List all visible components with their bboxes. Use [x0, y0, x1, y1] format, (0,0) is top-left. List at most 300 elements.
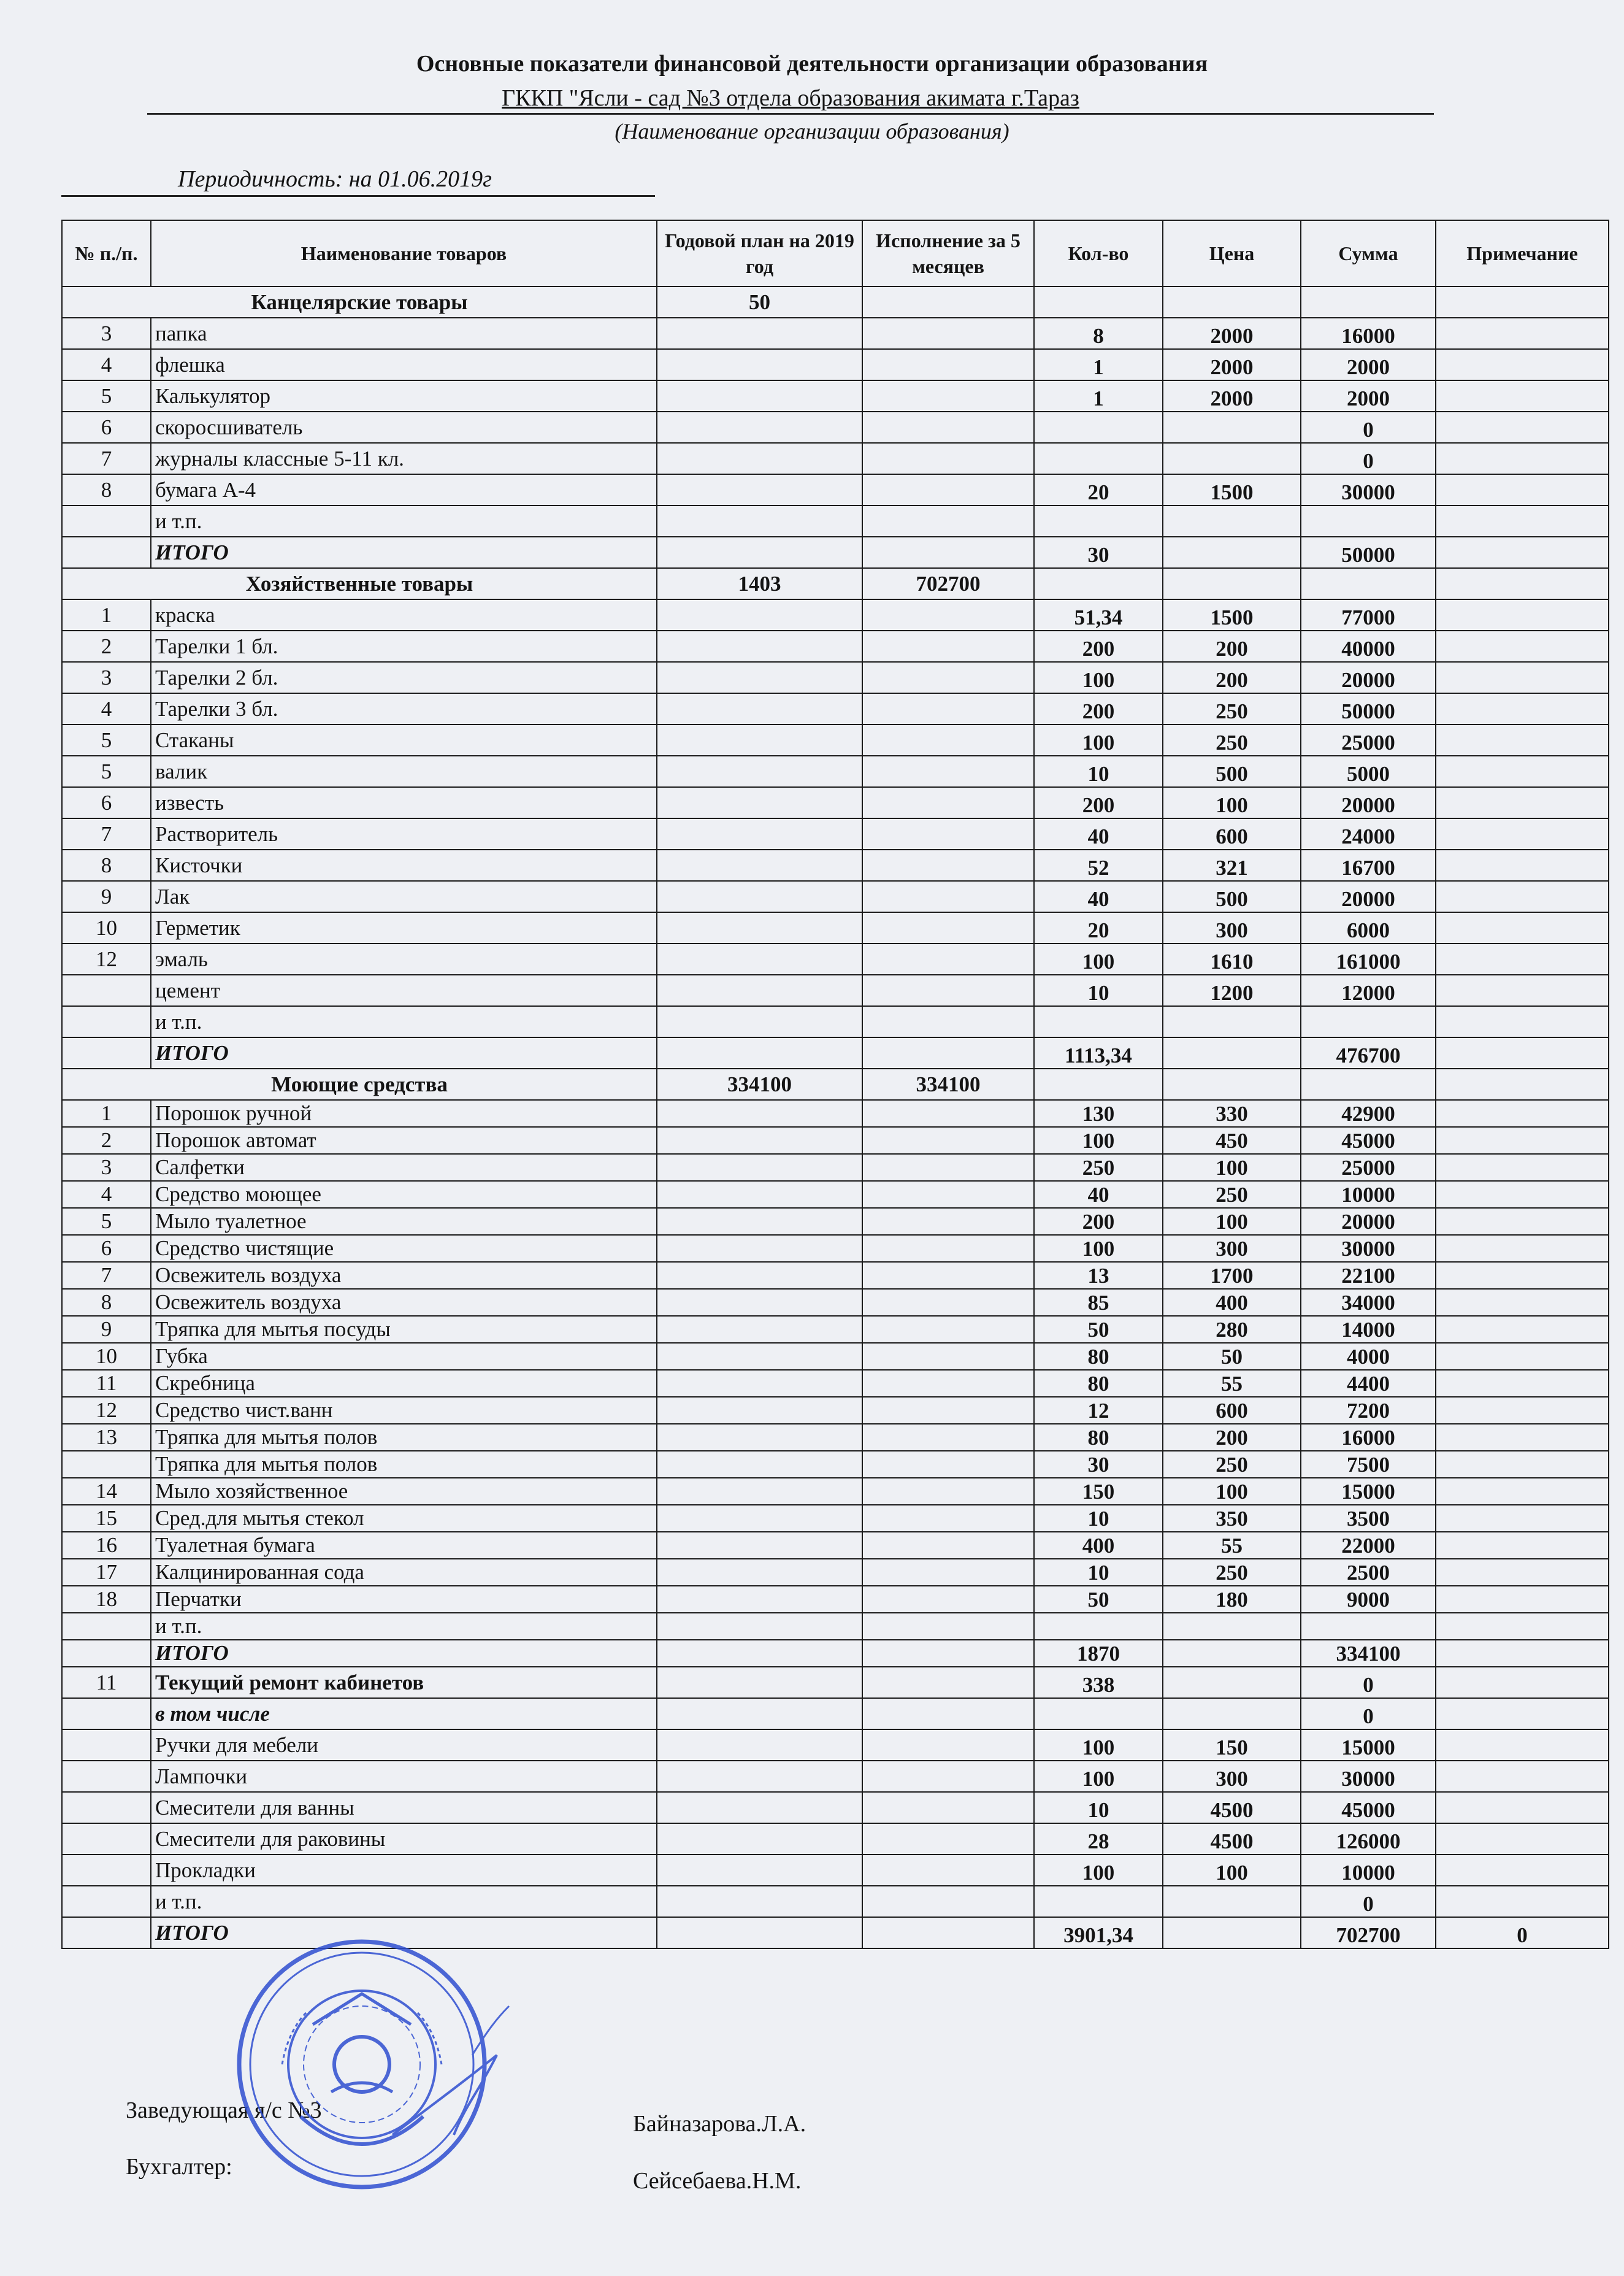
- qty-cell: [1034, 1006, 1163, 1037]
- table-row: [62, 318, 1609, 349]
- price-cell: 1700: [1163, 1262, 1301, 1289]
- price-cell: 600: [1163, 818, 1301, 850]
- plan-cell: [657, 1262, 862, 1289]
- note-cell: [1436, 1761, 1609, 1792]
- table-row: [62, 725, 1609, 756]
- plan-cell: [657, 1917, 862, 1948]
- table-row: [62, 1478, 1609, 1505]
- note-cell: [1436, 756, 1609, 787]
- col-header-done: Исполнение за 5 месяцев: [862, 220, 1034, 286]
- item-name: Тарелки 2 бл.: [151, 662, 657, 693]
- sum-cell: 20000: [1301, 787, 1436, 818]
- sum-cell: [1301, 506, 1436, 537]
- section-done: 702700: [862, 568, 1034, 599]
- note-cell: [1436, 1505, 1609, 1532]
- table-row: [62, 1532, 1609, 1559]
- row-number: 18: [62, 1586, 151, 1613]
- row-number: [62, 1917, 151, 1948]
- col-header-note: Примечание: [1436, 220, 1609, 286]
- table-row: [62, 1823, 1609, 1855]
- price-cell: 100: [1163, 1154, 1301, 1181]
- note-cell: [1436, 881, 1609, 912]
- sum-cell: 16000: [1301, 1424, 1436, 1451]
- note-cell: [1436, 1613, 1609, 1640]
- sum-cell: 6000: [1301, 912, 1436, 944]
- done-cell: [862, 1886, 1034, 1917]
- sum-cell: 7500: [1301, 1451, 1436, 1478]
- sum-cell: 25000: [1301, 1154, 1436, 1181]
- plan-cell: [657, 1478, 862, 1505]
- item-name: Мыло хозяйственное: [151, 1478, 657, 1505]
- table-row: [62, 474, 1609, 506]
- note-cell: [1436, 912, 1609, 944]
- sum-cell: 3500: [1301, 1505, 1436, 1532]
- plan-cell: [657, 1823, 862, 1855]
- note-cell: [1436, 1154, 1609, 1181]
- table-row: [62, 756, 1609, 787]
- note-cell: [1436, 1823, 1609, 1855]
- row-number: 1: [62, 599, 151, 631]
- note-cell: [1436, 1451, 1609, 1478]
- table-row: [62, 1181, 1609, 1208]
- qty-cell: 150: [1034, 1478, 1163, 1505]
- item-name: папка: [151, 318, 657, 349]
- note-cell: [1436, 693, 1609, 725]
- financial-table: [61, 220, 1609, 1949]
- sum-cell: 10000: [1301, 1855, 1436, 1886]
- table-row: [62, 944, 1609, 975]
- item-name: Прокладки: [151, 1855, 657, 1886]
- sum-cell: 16000: [1301, 318, 1436, 349]
- price-cell: [1163, 568, 1301, 599]
- section-row: [62, 568, 1609, 599]
- done-cell: [862, 1343, 1034, 1370]
- qty-cell: 100: [1034, 725, 1163, 756]
- price-cell: 4500: [1163, 1792, 1301, 1823]
- plan-cell: [657, 1235, 862, 1262]
- note-cell: [1436, 1370, 1609, 1397]
- price-cell: 250: [1163, 693, 1301, 725]
- col-header-name: Наименование товаров: [151, 220, 657, 286]
- sum-cell: [1301, 1613, 1436, 1640]
- note-cell: [1436, 1069, 1609, 1100]
- row-number: [62, 1761, 151, 1792]
- price-cell: 300: [1163, 912, 1301, 944]
- sum-cell: 24000: [1301, 818, 1436, 850]
- plan-cell: [657, 349, 862, 380]
- qty-cell: 85: [1034, 1289, 1163, 1316]
- qty-cell: [1034, 412, 1163, 443]
- done-cell: [862, 1424, 1034, 1451]
- table-row: [62, 1792, 1609, 1823]
- plan-cell: [657, 1424, 862, 1451]
- note-cell: [1436, 1006, 1609, 1037]
- done-cell: [862, 787, 1034, 818]
- note-cell: [1436, 725, 1609, 756]
- price-cell: 100: [1163, 787, 1301, 818]
- plan-cell: [657, 1397, 862, 1424]
- col-header-price: Цена: [1163, 220, 1301, 286]
- qty-cell: 30: [1034, 1451, 1163, 1478]
- plan-cell: [657, 725, 862, 756]
- done-cell: [862, 380, 1034, 412]
- plan-cell: [657, 1316, 862, 1343]
- price-cell: 1610: [1163, 944, 1301, 975]
- table-row: [62, 1100, 1609, 1127]
- item-name: Туалетная бумага: [151, 1532, 657, 1559]
- col-header-qty: Кол-во: [1034, 220, 1163, 286]
- plan-cell: [657, 443, 862, 474]
- sum-cell: 2000: [1301, 380, 1436, 412]
- plan-cell: [657, 474, 862, 506]
- plan-cell: [657, 412, 862, 443]
- row-number: 13: [62, 1424, 151, 1451]
- sum-cell: 20000: [1301, 881, 1436, 912]
- price-cell: 2000: [1163, 318, 1301, 349]
- sum-cell: [1301, 568, 1436, 599]
- note-cell: [1436, 1424, 1609, 1451]
- qty-cell: 100: [1034, 662, 1163, 693]
- row-number: 2: [62, 631, 151, 662]
- price-cell: [1163, 1640, 1301, 1667]
- done-cell: [862, 1100, 1034, 1127]
- item-name: Герметик: [151, 912, 657, 944]
- row-number: [62, 1855, 151, 1886]
- qty-cell: 40: [1034, 1181, 1163, 1208]
- done-cell: [862, 1316, 1034, 1343]
- organization-name-text: ГККП "Ясли - сад №3 отдела образования акимата г.Тараз: [502, 85, 1079, 111]
- table-row: [62, 1855, 1609, 1886]
- row-number: 7: [62, 1262, 151, 1289]
- qty-cell: 3901,34: [1034, 1917, 1163, 1948]
- price-cell: 500: [1163, 881, 1301, 912]
- item-name: ИТОГО: [151, 1037, 657, 1069]
- row-number: 11: [62, 1370, 151, 1397]
- row-number: [62, 1792, 151, 1823]
- item-name: ИТОГО: [151, 1640, 657, 1667]
- done-cell: [862, 1698, 1034, 1729]
- qty-cell: [1034, 286, 1163, 318]
- qty-cell: 10: [1034, 1505, 1163, 1532]
- row-number: 4: [62, 349, 151, 380]
- qty-cell: 52: [1034, 850, 1163, 881]
- note-cell: [1436, 349, 1609, 380]
- done-cell: [862, 1729, 1034, 1761]
- done-cell: [862, 1262, 1034, 1289]
- periodicity: Периодичность: на 01.06.2019г: [61, 166, 655, 197]
- col-header-number: № п./п.: [62, 220, 151, 286]
- item-name: журналы классные 5-11 кл.: [151, 443, 657, 474]
- section-plan: 1403: [657, 568, 862, 599]
- item-name: валик: [151, 756, 657, 787]
- table-row: [62, 1235, 1609, 1262]
- row-number: 4: [62, 693, 151, 725]
- item-name: флешка: [151, 349, 657, 380]
- plan-cell: [657, 1729, 862, 1761]
- qty-cell: 200: [1034, 787, 1163, 818]
- table-row: [62, 1698, 1609, 1729]
- note-cell: [1436, 787, 1609, 818]
- plan-cell: [657, 1792, 862, 1823]
- qty-cell: 250: [1034, 1154, 1163, 1181]
- price-cell: [1163, 1006, 1301, 1037]
- item-name: известь: [151, 787, 657, 818]
- qty-cell: [1034, 506, 1163, 537]
- note-cell: [1436, 1698, 1609, 1729]
- note-cell: [1436, 474, 1609, 506]
- done-cell: [862, 1037, 1034, 1069]
- item-name: Порошок автомат: [151, 1127, 657, 1154]
- row-number: [62, 537, 151, 568]
- price-cell: [1163, 1069, 1301, 1100]
- done-cell: [862, 725, 1034, 756]
- qty-cell: 10: [1034, 1559, 1163, 1586]
- done-cell: [862, 1370, 1034, 1397]
- price-cell: 350: [1163, 1505, 1301, 1532]
- qty-cell: 200: [1034, 693, 1163, 725]
- sum-cell: 334100: [1301, 1640, 1436, 1667]
- price-cell: 600: [1163, 1397, 1301, 1424]
- sum-cell: 42900: [1301, 1100, 1436, 1127]
- row-number: 9: [62, 1316, 151, 1343]
- col-header-sum: Сумма: [1301, 220, 1436, 286]
- row-number: 6: [62, 787, 151, 818]
- price-cell: 55: [1163, 1370, 1301, 1397]
- row-number: 1: [62, 1100, 151, 1127]
- row-number: [62, 1613, 151, 1640]
- item-name: Тряпка для мытья полов: [151, 1451, 657, 1478]
- price-cell: 100: [1163, 1478, 1301, 1505]
- plan-cell: [657, 756, 862, 787]
- row-number: 5: [62, 380, 151, 412]
- row-number: 9: [62, 881, 151, 912]
- item-name: Освежитель воздуха: [151, 1262, 657, 1289]
- qty-cell: 100: [1034, 1235, 1163, 1262]
- plan-cell: [657, 1006, 862, 1037]
- price-cell: [1163, 1917, 1301, 1948]
- done-cell: [862, 599, 1034, 631]
- qty-cell: 30: [1034, 537, 1163, 568]
- qty-cell: 1: [1034, 349, 1163, 380]
- done-cell: [862, 1917, 1034, 1948]
- sum-cell: [1301, 286, 1436, 318]
- item-name: Текущий ремонт кабинетов: [151, 1667, 657, 1698]
- qty-cell: 10: [1034, 756, 1163, 787]
- qty-cell: 40: [1034, 818, 1163, 850]
- note-cell: [1436, 1100, 1609, 1127]
- sum-cell: 30000: [1301, 474, 1436, 506]
- done-cell: [862, 1235, 1034, 1262]
- item-name: Салфетки: [151, 1154, 657, 1181]
- price-cell: [1163, 1037, 1301, 1069]
- qty-cell: 10: [1034, 1792, 1163, 1823]
- plan-cell: [657, 1127, 862, 1154]
- done-cell: [862, 693, 1034, 725]
- note-cell: 0: [1436, 1917, 1609, 1948]
- head-label: Заведующая я/с №3: [126, 2097, 322, 2123]
- section-row: [62, 286, 1609, 318]
- row-number: 5: [62, 725, 151, 756]
- row-number: 4: [62, 1181, 151, 1208]
- note-cell: [1436, 850, 1609, 881]
- table-row: [62, 1729, 1609, 1761]
- done-cell: [862, 975, 1034, 1006]
- qty-cell: [1034, 568, 1163, 599]
- done-cell: [862, 1181, 1034, 1208]
- plan-cell: [657, 1451, 862, 1478]
- plan-cell: [657, 1505, 862, 1532]
- plan-cell: [657, 1886, 862, 1917]
- note-cell: [1436, 818, 1609, 850]
- row-number: 6: [62, 1235, 151, 1262]
- qty-cell: 100: [1034, 1729, 1163, 1761]
- done-cell: [862, 412, 1034, 443]
- price-cell: 300: [1163, 1761, 1301, 1792]
- table-row: [62, 631, 1609, 662]
- note-cell: [1436, 1181, 1609, 1208]
- item-name: Сред.для мытья стекол: [151, 1505, 657, 1532]
- accountant-name: Сейсебаева.Н.М.: [633, 2168, 802, 2194]
- done-cell: [862, 881, 1034, 912]
- item-name: Губка: [151, 1343, 657, 1370]
- row-number: 12: [62, 944, 151, 975]
- price-cell: [1163, 1886, 1301, 1917]
- item-name: Средство моющее: [151, 1181, 657, 1208]
- table-row: [62, 380, 1609, 412]
- plan-cell: [657, 318, 862, 349]
- note-cell: [1436, 537, 1609, 568]
- table-row: [62, 1289, 1609, 1316]
- organization-name: [147, 85, 1434, 115]
- done-cell: [862, 1823, 1034, 1855]
- table-row: [62, 1154, 1609, 1181]
- note-cell: [1436, 1235, 1609, 1262]
- item-name: краска: [151, 599, 657, 631]
- item-name: Освежитель воздуха: [151, 1289, 657, 1316]
- plan-cell: [657, 599, 862, 631]
- table-row: [62, 1316, 1609, 1343]
- price-cell: [1163, 506, 1301, 537]
- col-header-plan: Годовой план на 2019 год: [657, 220, 862, 286]
- item-name: и т.п.: [151, 1886, 657, 1917]
- sum-cell: 45000: [1301, 1792, 1436, 1823]
- done-cell: [862, 944, 1034, 975]
- done-cell: [862, 1289, 1034, 1316]
- qty-cell: 13: [1034, 1262, 1163, 1289]
- sum-cell: 0: [1301, 443, 1436, 474]
- document-title: Основные показатели финансовой деятельности организации образования: [416, 51, 1208, 77]
- table-row: [62, 1370, 1609, 1397]
- plan-cell: [657, 662, 862, 693]
- qty-cell: [1034, 1069, 1163, 1100]
- done-cell: [862, 1451, 1034, 1478]
- done-cell: [862, 1667, 1034, 1698]
- plan-cell: [657, 1667, 862, 1698]
- price-cell: [1163, 286, 1301, 318]
- table-row: [62, 662, 1609, 693]
- accountant-label: Бухгалтер:: [126, 2154, 232, 2180]
- qty-cell: 40: [1034, 881, 1163, 912]
- price-cell: 321: [1163, 850, 1301, 881]
- note-cell: [1436, 599, 1609, 631]
- price-cell: 1500: [1163, 599, 1301, 631]
- plan-cell: [657, 1154, 862, 1181]
- qty-cell: 80: [1034, 1370, 1163, 1397]
- item-name: Смесители для раковины: [151, 1823, 657, 1855]
- qty-cell: 80: [1034, 1424, 1163, 1451]
- table-row: [62, 349, 1609, 380]
- row-number: 17: [62, 1559, 151, 1586]
- official-stamp-seal-icon: [209, 1932, 527, 2202]
- row-number: 10: [62, 912, 151, 944]
- table-row: [62, 1586, 1609, 1613]
- organization-caption: (Наименование организации образования): [615, 119, 1009, 144]
- price-cell: 100: [1163, 1855, 1301, 1886]
- item-name: Тарелки 3 бл.: [151, 693, 657, 725]
- plan-cell: [657, 975, 862, 1006]
- sum-cell: 15000: [1301, 1478, 1436, 1505]
- row-number: 7: [62, 818, 151, 850]
- price-cell: 100: [1163, 1208, 1301, 1235]
- table-row: [62, 443, 1609, 474]
- item-name: Лампочки: [151, 1761, 657, 1792]
- qty-cell: 1870: [1034, 1640, 1163, 1667]
- row-number: [62, 1823, 151, 1855]
- item-name: Стаканы: [151, 725, 657, 756]
- price-cell: 180: [1163, 1586, 1301, 1613]
- table-row: [62, 412, 1609, 443]
- done-cell: [862, 318, 1034, 349]
- note-cell: [1436, 1532, 1609, 1559]
- table-body: [62, 286, 1609, 1948]
- price-cell: [1163, 443, 1301, 474]
- table-row: [62, 1006, 1609, 1037]
- qty-cell: 1113,34: [1034, 1037, 1163, 1069]
- qty-cell: [1034, 1886, 1163, 1917]
- plan-cell: [657, 944, 862, 975]
- row-number: [62, 1451, 151, 1478]
- qty-cell: 80: [1034, 1343, 1163, 1370]
- item-name: в том числе: [151, 1698, 657, 1729]
- note-cell: [1436, 662, 1609, 693]
- row-number: 5: [62, 756, 151, 787]
- qty-cell: 100: [1034, 944, 1163, 975]
- plan-cell: [657, 1761, 862, 1792]
- sum-cell: 77000: [1301, 599, 1436, 631]
- row-number: [62, 1006, 151, 1037]
- plan-cell: [657, 631, 862, 662]
- total-row: [62, 537, 1609, 568]
- note-cell: [1436, 568, 1609, 599]
- done-cell: [862, 631, 1034, 662]
- section-plan: 334100: [657, 1069, 862, 1100]
- row-number: [62, 975, 151, 1006]
- sum-cell: 161000: [1301, 944, 1436, 975]
- note-cell: [1436, 1262, 1609, 1289]
- row-number: 6: [62, 412, 151, 443]
- plan-cell: [657, 1343, 862, 1370]
- qty-cell: 200: [1034, 1208, 1163, 1235]
- done-cell: [862, 756, 1034, 787]
- table-row: [62, 1505, 1609, 1532]
- qty-cell: 20: [1034, 474, 1163, 506]
- table-row: [62, 1613, 1609, 1640]
- row-number: [62, 1698, 151, 1729]
- plan-cell: [657, 881, 862, 912]
- item-name: Ручки для мебели: [151, 1729, 657, 1761]
- item-name: Калькулятор: [151, 380, 657, 412]
- table-row: [62, 1343, 1609, 1370]
